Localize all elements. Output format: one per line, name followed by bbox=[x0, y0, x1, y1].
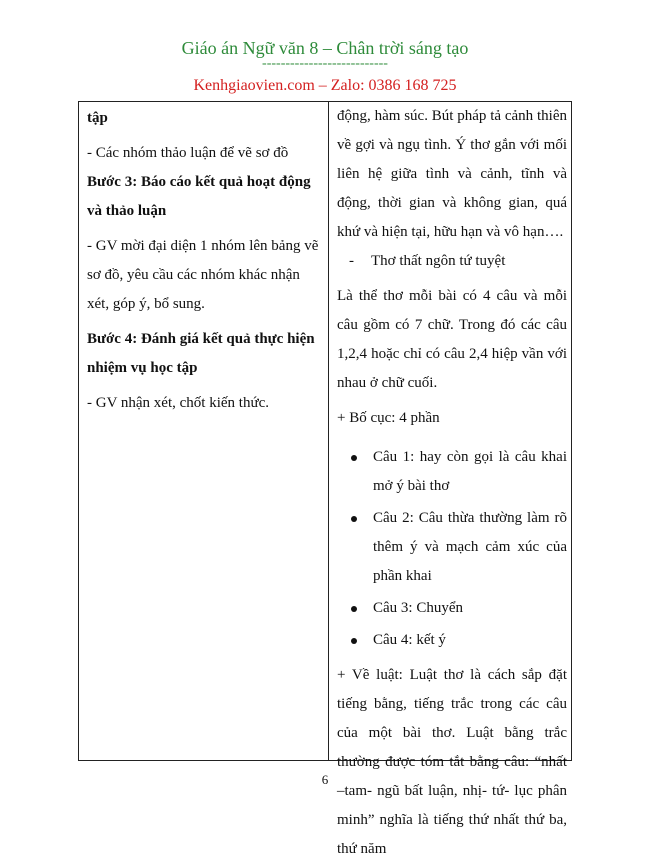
dash-item-text: Thơ thất ngôn tứ tuyệt bbox=[371, 253, 506, 269]
lesson-table bbox=[78, 101, 572, 857]
right-text-1: động, hàm súc. Bút pháp tả cảnh thiên về gợi và ngụ tình. Ý thơ gắn với mối liên hệ giữa tình và cảnh, tĩnh và động, thời gian và không gian, quá khứ và hiện tại, hữu hạn và vô hạn…. bbox=[337, 108, 567, 240]
header-title: Giáo án Ngữ văn 8 – Chân trời sáng tạo bbox=[181, 38, 469, 58]
step-3-heading: Bước 3: Báo cáo kết quả hoạt động và thảo luận bbox=[87, 174, 311, 219]
list-item: Câu 1: hay còn gọi là câu khai mở ý bài thơ bbox=[337, 443, 567, 501]
bullet-list bbox=[337, 443, 567, 655]
left-text-1: tập bbox=[87, 110, 108, 126]
left-text-4: - GV nhận xét, chốt kiến thức. bbox=[87, 395, 269, 411]
header-divider: --------------------------- bbox=[262, 56, 388, 71]
left-column bbox=[79, 102, 328, 760]
right-dash-item bbox=[337, 247, 567, 276]
header-site-contact: Kenhgiaovien.com – Zalo: 0386 168 725 bbox=[193, 77, 457, 94]
page-number: 6 bbox=[321, 772, 329, 787]
right-text-3: + Bố cục: 4 phần bbox=[337, 410, 440, 426]
right-text-2: Là thể thơ mỗi bài có 4 câu và mỗi câu gồm có 7 chữ. Trong đó các câu 1,2,4 hoặc chỉ có câu 2,4 hiệp vần với nhau ở chữ cuối. bbox=[337, 288, 567, 391]
bullet-dot-icon bbox=[351, 606, 357, 612]
left-text-2: - Các nhóm thảo luận để vẽ sơ đồ bbox=[87, 145, 289, 161]
list-item: Câu 2: Câu thừa thường làm rõ thêm ý và mạch cảm xúc của phần khai bbox=[337, 504, 567, 591]
left-text-3: - GV mời đại diện 1 nhóm lên bảng vẽ sơ đồ, yêu cầu các nhóm khác nhận xét, góp ý, bổ sung. bbox=[87, 238, 319, 312]
bullet-dot-icon bbox=[351, 638, 357, 644]
list-item: Câu 4: kết ý bbox=[337, 626, 567, 655]
right-column bbox=[329, 102, 573, 857]
right-text-4: + Về luật: Luật thơ là cách sắp đặt tiếng bằng, tiếng trắc trong các câu của một bài thơ. Luật bằng trắc thường được tóm tắt bằng câu: “nhất –tam- ngũ bất luận, nhị- tứ- lục phân minh” nghĩa là tiếng thứ nhất thứ ba, thứ năm bbox=[337, 667, 567, 857]
bullet-dot-icon bbox=[351, 516, 357, 522]
step-4-heading: Bước 4: Đánh giá kết quả thực hiện nhiệm vụ học tập bbox=[87, 331, 315, 376]
bullet-dot-icon bbox=[351, 455, 357, 461]
dash-marker: - bbox=[349, 253, 354, 269]
list-item: Câu 3: Chuyển bbox=[337, 594, 567, 623]
